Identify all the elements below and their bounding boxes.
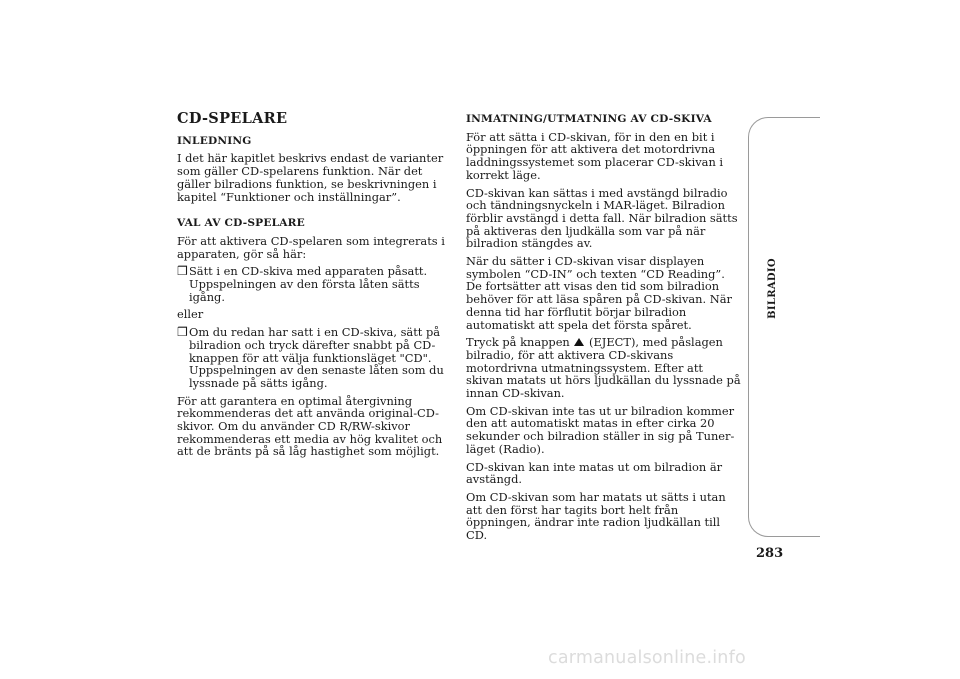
page-number: 283 [756,546,784,561]
paragraph: Om CD-skivan som har matats ut sätts i utan att den först har tagits bort helt från öppningen, ändrar inte radion ljudkällan till CD. [466,489,726,543]
paragraph [466,336,742,400]
or-text: eller [177,307,204,322]
watermark: carmanualsonline.info [548,648,746,668]
eject-icon [574,338,584,346]
section-label [762,238,782,338]
bullet-text: Sätt i en CD-skiva med apparaten påsatt. Uppspelningen av den första låten sätts igång. [189,264,428,304]
guarantee-paragraph: För att garantera en optimal återgivning rekommenderas det att använda original-CD-skivor. Om du använder CD R/RW-skivor rekommenderas ett media av hög kvalitet och att de bränts på så låg hastighet som möjligt. [177,393,443,459]
paragraph: CD-skivan kan inte matas ut om bilradion är avstängd. [466,459,723,487]
list-item [177,265,453,303]
select-paragraph: För att aktivera CD-spelaren som integrerats i apparaten, gör så här: [177,233,445,261]
checkbox-bullet-icon: ❒ [177,325,188,340]
paragraph: CD-skivan kan sättas i med avstängd bilradio och tändningsnyckeln i MAR-läget. Bilradion förblir avstängd i detta fall. När bilradion sätts på aktiveras den ljudkälla som var på när bilradion stängdes av. [466,185,738,251]
section-label-text: BILRADIO [766,257,778,319]
bullet-text: Om du redan har satt i en CD-skiva, sätt på bilradion och tryck därefter snabbt på CD-knappen för att välja funktionsläget "CD". Uppspelningen av den senaste låten som du lyssnade på sätts igång. [189,325,444,390]
text-before-eject: Tryck på knappen [466,335,570,350]
chapter-title: CD-SPELARE [177,110,288,127]
left-column [177,110,453,463]
eject-heading: INMATNING/UTMATNING AV CD-SKIVA [466,113,712,125]
right-column [466,113,742,547]
paragraph: När du sätter i CD-skivan visar displayen symbolen “CD-IN” och texten “CD Reading”. De fortsätter att visas den tid som bilradion behöver för att läsa spåren på CD-skivan. När denna tid har förflutit börjar bilradion automatiskt att spela det första spåret. [466,254,732,332]
list-item [177,326,453,390]
select-heading: VAL AV CD-SPELARE [177,217,305,230]
section-tab [748,117,820,537]
paragraph: Om CD-skivan inte tas ut ur bilradion kommer den att automatiskt matas in efter cirka 20 sekunder och bilradion ställer in sig på Tuner-läget (Radio). [466,403,735,456]
checkbox-bullet-icon: ❒ [177,264,188,279]
intro-heading: INLEDNING [177,134,252,147]
text-after-eject: (EJECT), med påslagen bilradio, för att aktivera CD-skivans motordrivna utmatningssystem. Efter att skivan matats ut hörs ljudkällan du lyssnade på innan CD-skivan. [466,335,741,401]
intro-paragraph: I det här kapitlet beskrivs endast de varianter som gäller CD-spelarens funktion. När det gäller bilradions funktion, se beskrivningen i kapitel “Funktioner och inställningar”. [177,151,444,204]
paragraph: För att sätta i CD-skivan, för in den en bit i öppningen för att aktivera det motordrivna laddningssystemet som placerar CD-skivan i korrekt läge. [466,129,724,182]
